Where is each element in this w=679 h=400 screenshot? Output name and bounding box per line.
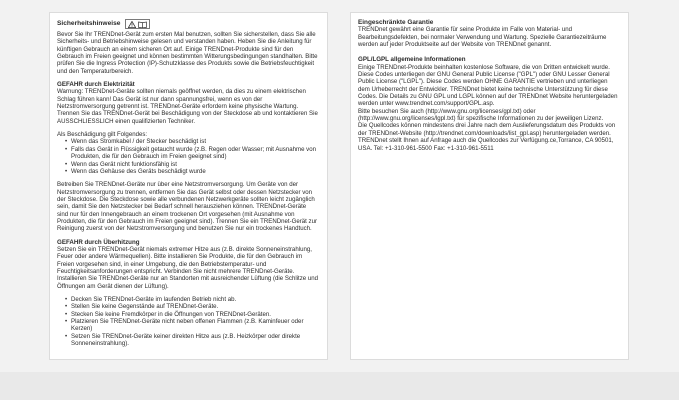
list-item: • Wenn das Stromkabel / der Stecker beschädigt ist [65,138,319,145]
gpl-paragraph-4: TRENDnet stellt Ihnen auf Anfrage auch die Quellcodes zur Verfügung.ce,Torrance, CA 90501, USA. Tel: +1-310-961-5500 Fax: +1-310-961-5511 [358,137,614,152]
electricity-body: Warnung: TRENDnet-Geräte sollten niemals geöffnet werden, da dies zu einem elektrischen Schlag führen kann! Das Gerät ist nur dann spannungsfrei, wenn es von der Netzstromversorgung getrennt ist. TRENDnet-Geräte erfordern keine physische Wartung. Trennen Sie das TRENDnet-Gerät bei Beschädigung von der Steckdose ab und kontaktieren Sie AUSSCHLIESSLICH einen qualifizierten Techniker. [57,88,318,125]
list-item: • Platzieren Sie TRENDnet-Geräte nicht neben offenen Flammen (z.B. Kaminfeuer oder Kerzen) [65,318,319,333]
list-item: • Falls das Gerät in Flüssigkeit getaucht wurde (z.B. Regen oder Wasser; mit Ausnahme von Produkten, die für den Gebrauch im Freien geeignet sind) [65,146,319,161]
right-page [350,12,629,360]
gpl-paragraph-3: Die Quellcodes können mindestens drei Jahre nach dem Auslieferungsdatum des Produkts von der TRENDnet-Website (http://trendnet.com/downloads/list_gpl.asp) heruntergeladen werden. [358,122,616,137]
electricity-heading: GEFAHR durch Elektrizität [57,81,135,89]
heat-list [57,296,319,347]
operation-body: Betreiben Sie TRENDnet-Geräte nur über eine Netzstromversorgung. Um Geräte von der Netzstromversorgung zu trennen, entfernen Sie das Gerät selbst oder dessen Netzstecker von der Steckdose. Die Steckdose sowie alle verbundenen Netzwerkgeräte sollten leicht zugänglich sein, damit Sie den Netzstecker bei Bedarf schnell herausziehen können. TRENDnet-Geräte sind nur für den Innengebrauch an einem trockenen Ort vorgesehen (mit Ausnahme von Produkten, die für den Gebrauch im Freien geeignet sind). Trennen Sie ein TRENDnet-Gerät zur Reinigung zuerst von der Netzstromversorgung und benutzen Sie nur ein trockenes Handtuch. [57,181,318,233]
list-item: • Setzen Sie TRENDnet-Geräte keiner direkten Hitze aus (z.B. Heizkörper oder direkte Sonneneinstrahlung). [65,333,319,348]
damage-intro: Als Beschädigung gilt Folgendes: [57,131,148,139]
gpl-paragraph-2: Bitte besuchen Sie auch (http://www.gnu.org/licenses/gpl.txt) oder (http://www.gnu.org/licenses/lgpl.txt) für spezifische Informationen zu der jeweiligen Lizenz. [358,107,604,123]
damage-list [57,138,319,175]
bottom-band [0,372,679,400]
warning-symbols [125,19,150,29]
gpl-heading: GPL/LGPL allgemeine Informationen [358,56,466,64]
overheating-body: Setzen Sie ein TRENDnet-Gerät niemals extremer Hitze aus (z.B. direkte Sonneneinstrahlung, Feuer oder andere Wärmequellen). Bitte installieren Sie Produkte, die für den Gebrauch im Freien vorgesehen sind, in einer Umgebung, die den Betriebstemperatur- und Feuchtigkeitsanforderungen entspricht. Verbinden Sie nicht mehrere TRENDnet-Geräte. Installieren Sie TRENDnet-Geräte nur an Standorten mit ausreichender Lüftung (die Schlitze und Öffnungen am Gerät dienen der Lüftung). [57,245,319,290]
safety-title-row [57,19,319,29]
list-item: • Decken Sie TRENDnet-Geräte im laufenden Betrieb nicht ab. [65,296,319,303]
gpl-paragraph-1: Einige TRENDnet-Produkte beinhalten kostenlose Software, die von Dritten entwickelt wurde. Diese Codes unterliegen der GNU General Public License ("GPL") oder GNU Lesser General Public License ("LGPL"). Diese Codes werden OHNE GARANTIE vertrieben und unterliegen dem Urheberrecht der Entwickler. TRENDnet bietet keine technische Unterstützung für diese Codes. Die Details zu GNU GPL und LGPL können auf der TRENDnet Website heruntergeladen werden unter www.trendnet.com/support/GPL.asp. [358,63,618,108]
list-item: • Wenn das Gerät nicht funktionsfähig ist [65,161,319,168]
left-page [49,12,328,360]
safety-intro: Bevor Sie Ihr TRENDnet-Gerät zum ersten Mal benutzen, sollten Sie sicherstellen, dass Sie alle Sicherheits- und Betriebshinweise gelesen und verstanden haben. Heben Sie die Anleitung für künftigen Gebrauch an einem sicheren Ort auf. Einige TRENDnet-Produkte sind für den Gebrauch im Freien geeignet und können bestimmten Witterungsbedingungen standhalten. Bitte prüfen Sie die Ingress Protection (IP)-Schutzklasse des Produkts sowie die Betriebsfeuchtigkeit und den Temperaturbereich. [57,31,318,75]
safety-title: Sicherheitshinweise [57,20,121,28]
warning-triangle-icon [128,21,136,28]
warranty-heading: Eingeschränkte Garantie [358,19,434,26]
warranty-body: TRENDnet gewährt eine Garantie für seine Produkte im Falle von Material- und Bearbeitungsdefekten, bei normaler Verwendung und Wartung. Spezielle Garantiezeiträume werden auf jeder Produktseite auf der Website von TRENDnet genannt. [358,26,607,49]
overheating-heading: GEFAHR durch Überhitzung [57,238,140,246]
manual-book-icon [138,21,147,28]
list-item: • Stellen Sie keine Gegenstände auf TRENDnet-Geräte. [65,303,319,310]
list-item: • Stecken Sie keine Fremdkörper in die Öffnungen von TRENDnet-Geräten. [65,311,319,318]
list-item: • Wenn das Gehäuse des Geräts beschädigt wurde [65,168,319,175]
